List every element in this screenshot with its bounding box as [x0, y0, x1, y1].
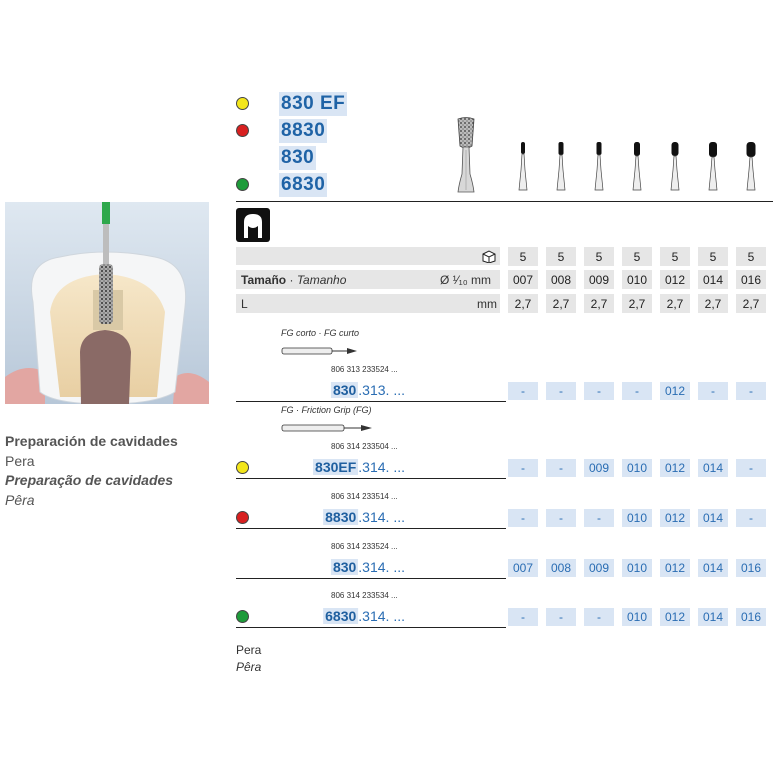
order-size-cell[interactable]: 014: [698, 608, 728, 626]
order-size-cell[interactable]: -: [736, 509, 766, 527]
product-code-6830: [236, 173, 366, 197]
row-divider: [236, 478, 506, 479]
order-code: [323, 608, 405, 624]
row-divider: [236, 401, 506, 402]
subtitle-es: Pera: [5, 453, 35, 469]
size-cell: 016: [740, 273, 762, 287]
length-cell: 2,7: [590, 297, 608, 311]
order-code: [323, 509, 405, 525]
order-size-cell[interactable]: 012: [660, 559, 690, 577]
size-cell: 007: [512, 273, 534, 287]
pack-cell: 5: [595, 250, 603, 264]
color-dot-icon: [236, 610, 249, 623]
order-size-cell[interactable]: -: [584, 382, 614, 400]
product-code-label: 830: [281, 147, 315, 168]
bur-size-009-icon: [592, 140, 606, 192]
length-cell: 2,7: [552, 297, 570, 311]
bur-size-014-icon: [706, 140, 720, 192]
tooth-preparation-image: [5, 202, 209, 404]
product-code-label: 8830: [281, 120, 326, 141]
order-size-cell[interactable]: 010: [622, 559, 652, 577]
reference-number: 806 313 233524 ...: [331, 365, 398, 374]
shank-label-fg-corto: FG corto · FG curto: [281, 328, 360, 338]
order-size-cell[interactable]: -: [546, 509, 576, 527]
bur-size-010-icon: [630, 140, 644, 192]
header-divider: [236, 201, 773, 202]
footer-es: Pera: [236, 643, 262, 657]
order-size-cell[interactable]: 012: [660, 509, 690, 527]
order-code-suffix: .314. ...: [358, 509, 405, 525]
footer-pt: Pêra: [236, 660, 262, 674]
order-code-main: 830EF: [315, 459, 357, 475]
order-size-cell[interactable]: 010: [622, 459, 652, 477]
pack-cell: 5: [709, 250, 717, 264]
product-code-label: 830 EF: [281, 93, 346, 114]
order-size-cell[interactable]: 016: [736, 559, 766, 577]
reference-number: 806 314 233524 ...: [331, 542, 398, 551]
product-code-830ef: [236, 92, 366, 116]
order-size-cell[interactable]: 010: [622, 509, 652, 527]
order-size-cell[interactable]: 014: [698, 509, 728, 527]
order-size-cell[interactable]: -: [736, 382, 766, 400]
length-cell: 2,7: [704, 297, 722, 311]
length-cell: 2,7: [742, 297, 760, 311]
length-label: L: [241, 297, 248, 311]
order-size-cell[interactable]: -: [546, 382, 576, 400]
order-size-cell[interactable]: -: [546, 608, 576, 626]
length-cell: 2,7: [666, 297, 684, 311]
order-size-cell[interactable]: -: [584, 509, 614, 527]
green-dot-icon: [236, 178, 249, 191]
order-size-cell[interactable]: -: [508, 509, 538, 527]
row-divider: [236, 528, 506, 529]
length-row-label-bg: [236, 294, 500, 313]
order-size-cell[interactable]: 014: [698, 459, 728, 477]
order-size-cell[interactable]: 014: [698, 559, 728, 577]
length-cell: 2,7: [628, 297, 646, 311]
pack-cell: 5: [747, 250, 755, 264]
shank-label-fg: FG · Friction Grip (FG): [281, 405, 372, 415]
reference-number: 806 314 233504 ...: [331, 442, 398, 451]
order-code-suffix: .314. ...: [358, 559, 405, 575]
size-cell: 009: [588, 273, 610, 287]
size-cell: 012: [664, 273, 686, 287]
bur-size-007-icon: [516, 140, 530, 192]
product-code-8830: [236, 119, 366, 143]
subtitle-pt: Pêra: [5, 492, 35, 508]
order-code: [331, 559, 405, 575]
order-size-cell[interactable]: -: [546, 459, 576, 477]
order-code: [313, 459, 405, 475]
size-cell: 008: [550, 273, 572, 287]
order-size-cell[interactable]: 012: [660, 608, 690, 626]
pack-cell: 5: [633, 250, 641, 264]
title-es: Preparación de cavidades: [5, 433, 178, 449]
reference-number: 806 314 233514 ...: [331, 492, 398, 501]
order-code-suffix: .314. ...: [358, 459, 405, 475]
row-divider: [236, 627, 506, 628]
order-code: [331, 382, 405, 398]
order-size-cell[interactable]: 012: [660, 459, 690, 477]
bur-size-008-icon: [554, 140, 568, 192]
fg-shank-icon: [281, 422, 376, 434]
yellow-dot-icon: [236, 97, 249, 110]
package-icon: [481, 249, 496, 263]
length-unit: mm: [477, 297, 497, 311]
color-dot-icon: [236, 511, 249, 524]
order-size-cell[interactable]: 009: [584, 459, 614, 477]
order-code-suffix: .314. ...: [358, 608, 405, 624]
order-code-main: 8830: [325, 509, 357, 525]
reference-number: 806 314 233534 ...: [331, 591, 398, 600]
order-size-cell[interactable]: 016: [736, 608, 766, 626]
order-size-cell[interactable]: -: [584, 608, 614, 626]
fg-short-shank-icon: [281, 345, 361, 357]
order-size-cell[interactable]: 012: [660, 382, 690, 400]
red-dot-icon: [236, 124, 249, 137]
bur-large-illustration: [448, 114, 484, 194]
bur-size-016-icon: [744, 140, 758, 192]
order-size-cell[interactable]: -: [736, 459, 766, 477]
order-size-cell[interactable]: 010: [622, 608, 652, 626]
product-code-label: 6830: [281, 174, 326, 195]
bur-size-012-icon: [668, 140, 682, 192]
order-size-cell[interactable]: 008: [546, 559, 576, 577]
pack-cell: 5: [671, 250, 679, 264]
size-label: Tamaño · Tamanho: [241, 273, 347, 287]
title-pt: Preparação de cavidades: [5, 472, 174, 488]
size-unit: Ø ¹⁄₁₀ mm: [440, 273, 492, 287]
order-size-cell[interactable]: -: [508, 459, 538, 477]
pack-cell: 5: [557, 250, 565, 264]
pack-cell: 5: [519, 250, 527, 264]
order-size-cell[interactable]: -: [698, 382, 728, 400]
order-code-main: 830: [332, 559, 357, 575]
pack-row-label-bg: [236, 247, 500, 265]
order-code-main: 6830: [325, 608, 357, 624]
row-divider: [236, 578, 506, 579]
order-code-main: 830: [332, 382, 357, 398]
product-code-830: [236, 146, 366, 170]
order-size-cell[interactable]: -: [622, 382, 652, 400]
size-cell: 010: [626, 273, 648, 287]
order-size-cell[interactable]: -: [508, 382, 538, 400]
cavity-class-icon: [236, 208, 270, 242]
order-size-cell[interactable]: 007: [508, 559, 538, 577]
order-size-cell[interactable]: -: [508, 608, 538, 626]
order-code-suffix: .313. ...: [358, 382, 405, 398]
color-dot-icon: [236, 461, 249, 474]
size-cell: 014: [702, 273, 724, 287]
order-size-cell[interactable]: 009: [584, 559, 614, 577]
length-cell: 2,7: [514, 297, 532, 311]
